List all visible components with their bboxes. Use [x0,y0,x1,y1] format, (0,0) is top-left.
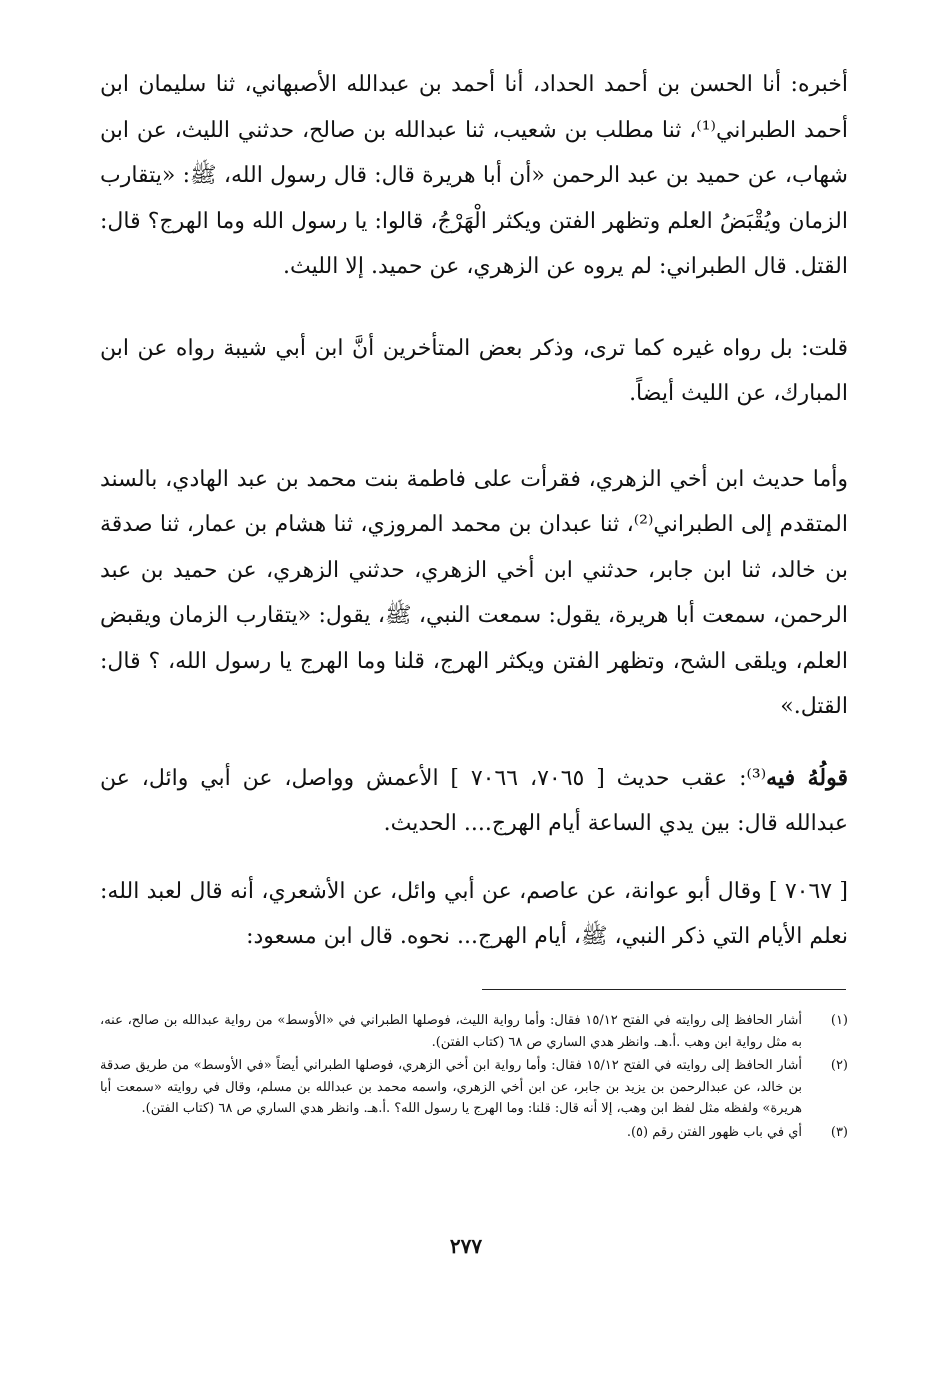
footnote-number: (١) [830,1013,848,1028]
page-number: ٢٧٧ [449,1234,483,1258]
footnote-item [100,1122,848,1144]
footnote-text: أشار الحافظ إلى روايته في الفتح ١٥/١٢ فقال: وأما رواية الليث، فوصلها الطبراني في «الأوسط» من رواية عبدالله بن صالح، عنه، به مثل رواية ابن وهب .أ.هـ. وانظر هدي الساري ص ٦٨ (كتاب الفتن). [100,1013,802,1050]
main-text [100,62,848,960]
footnote-ref-3: ⁽³⁾ [746,765,767,791]
qawluhu-heading: قولُهُ فيه [766,764,849,791]
footnote-text: أي في باب ظهور الفتن رقم (٥). [626,1124,802,1140]
paragraph-hadith-7067: [ ٧٠٦٧ ] وقال أبو عوانة، عن عاصم، عن أبي وائل، عن الأشعري، أنه قال لعبد الله: نعلم الأيام التي ذكر النبي، ﷺ، أيام الهرج... نحوه. قال ابن مسعود: [100,878,849,949]
footnote-item [100,1055,848,1120]
paragraph-ibn-akhi-zuhri: وأما حديث ابن أخي الزهري، فقرأت على فاطمة بنت محمد بن عبد الهادي، بالسند المتقدم إلى الطبراني⁽²⁾، ثنا عبدان بن محمد المروزي، ثنا هشام بن عمار، ثنا صدقة بن خالد، ثنا ابن جابر، حدثني ابن أخي الزهري، حدثني الزهري، عن حميد بن عبد الرحمن، سمعت أبا هريرة، يقول: سمعت النبي، ﷺ، يقول: «يتقارب الزمان ويقبض العلم، ويلقى الشح، وتظهر الفتن ويكثر الهرج، قلنا وما الهرج يا رسول الله، ؟ قال: القتل.» [100,466,849,719]
qawluhu-text: : عقب حديث [ ٧٠٦٥، ٧٠٦٦ ] الأعمش وواصل، عن أبي وائل، عن عبدالله قال: بين يدي الساعة أيام الهرج.... الحديث. [100,765,848,836]
footnote-divider [482,989,846,990]
paragraph-qawluhu [100,756,848,847]
footnote-number: (٣) [830,1124,848,1140]
paragraph-qultu: قلت: بل رواه غيره كما ترى، وذكر بعض المتأخرين أنَّ ابن أبي شيبة رواه عن ابن المبارك، عن الليث أيضاً. [100,335,848,406]
footnotes [100,1010,848,1145]
footnote-number: (٢) [830,1058,848,1073]
footnote-text: أشار الحافظ إلى روايته في الفتح ١٥/١٢ فقال: وأما رواية ابن أخي الزهري، فوصلها الطبراني أيضاً «في الأوسط» من طريق صدقة بن خالد، عن عبدالرحمن بن يزيد بن جابر، عن ابن أخي الزهري، واسمه محمد بن عبدالله بن مسلم، وقال في روايته «سمعت أبا هريرة» ولفظه مثل لفظ ابن وهب، إلا أنه قال: قلنا: وما الهرج يا رسول الله؟ .أ.هـ. وانظر هدي الساري ص ٦٨ (كتاب الفتن). [100,1058,802,1116]
paragraph-isnad-tabarani: أخبره: أنا الحسن بن أحمد الحداد، أنا أحمد بن عبدالله الأصبهاني، ثنا سليمان ابن أحمد الطبراني⁽¹⁾، ثنا مطلب بن شعيب، ثنا عبدالله بن صالح، حدثني الليث، عن ابن شهاب، عن حميد بن عبد الرحمن «أن أبا هريرة قال: قال رسول الله، ﷺ: «يتقارب الزمان ويُقْبَضُ العلم وتظهر الفتن ويكثر الْهَرْجُ، قالوا: يا رسول الله وما الهرج؟ قال: القتل. قال الطبراني: لم يروه عن الزهري، عن حميد. إلا الليث. [100,72,848,279]
footnote-item [100,1010,848,1053]
